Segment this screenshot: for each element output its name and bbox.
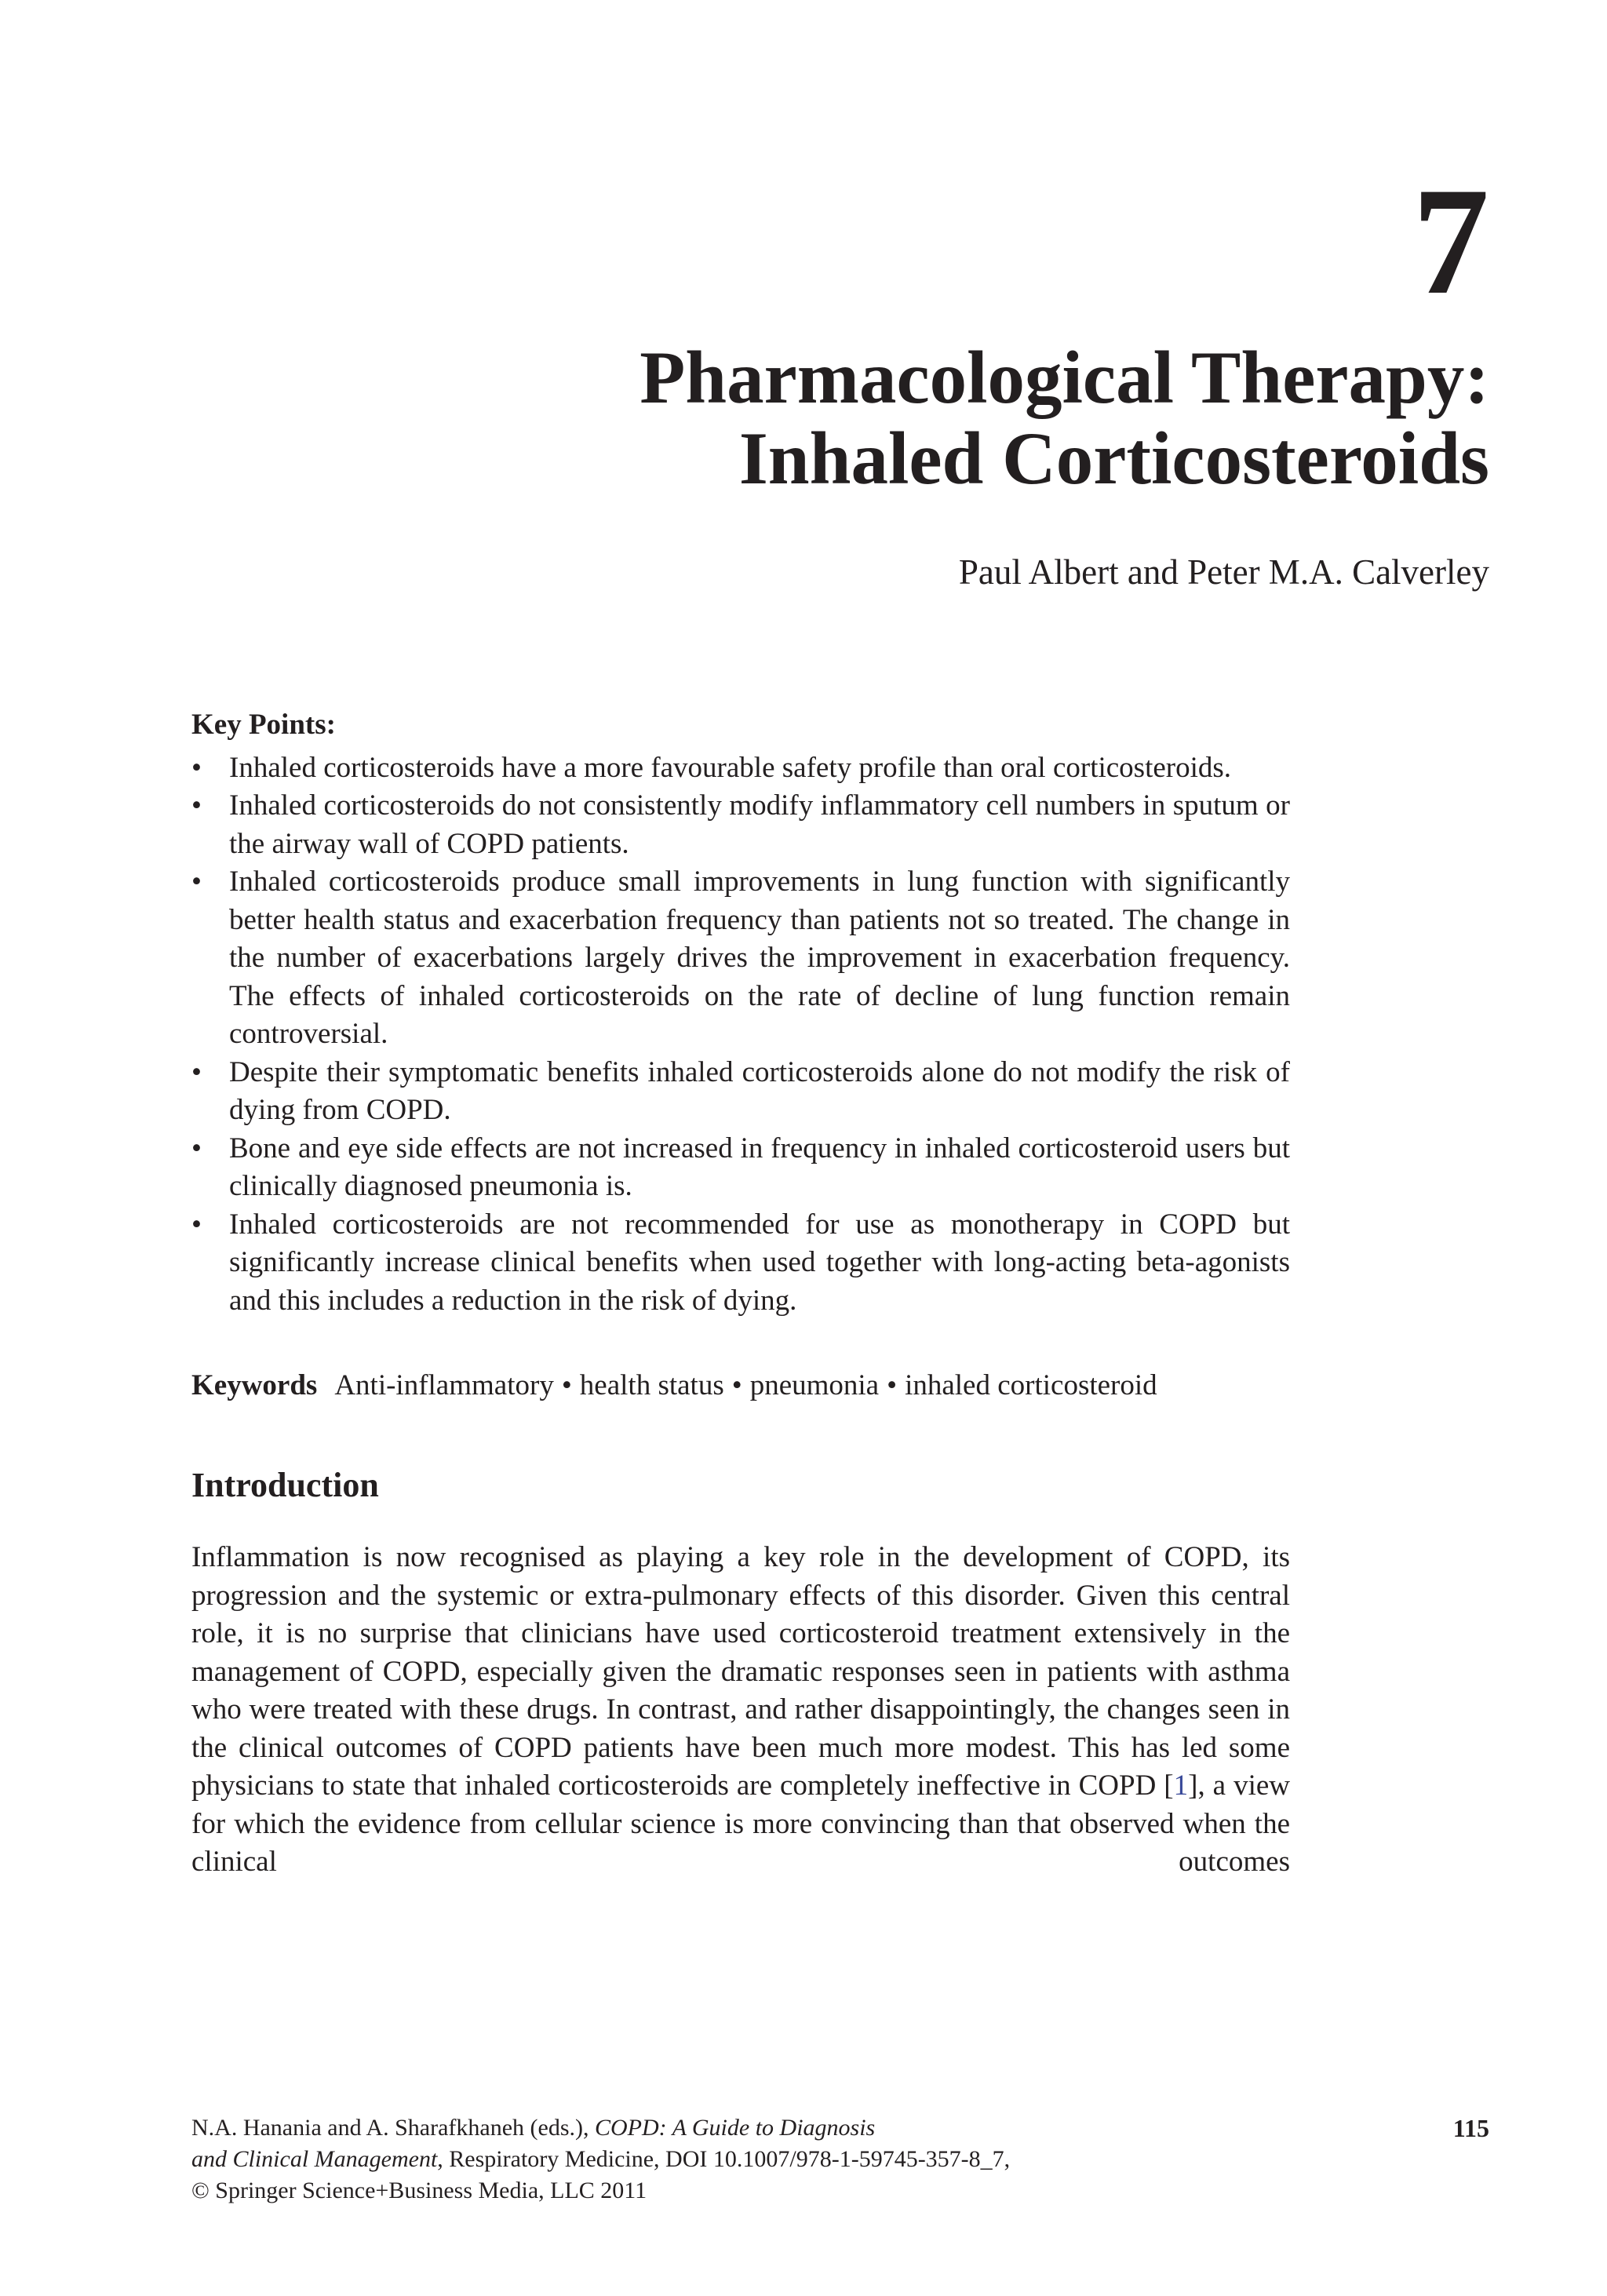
citation-link[interactable]: 1 xyxy=(1173,1769,1189,1802)
chapter-authors: Paul Albert and Peter M.A. Calverley xyxy=(958,552,1489,592)
bullet-icon: • xyxy=(191,866,202,898)
bullet-icon: • xyxy=(191,1132,202,1164)
key-point-text: Despite their symptomatic benefits inhaled corticosteroids alone do not modify the risk of dying from COPD. xyxy=(229,1055,1290,1126)
keyword: Anti-inflammatory xyxy=(334,1369,554,1401)
key-point-text: Inhaled corticosteroids have a more favourable safety profile than oral corticosteroids. xyxy=(229,751,1232,784)
introduction-heading: Introduction xyxy=(191,1465,379,1504)
introduction-paragraph xyxy=(191,1539,1290,1882)
paragraph-text: ], a view for which the evidence from cellular science is more convincing than that observed when the clinical outcomes xyxy=(191,1769,1290,1878)
keyword-separator: • xyxy=(561,1369,572,1401)
bullet-icon: • xyxy=(191,1055,202,1088)
chapter-number: 7 xyxy=(1412,156,1489,326)
key-point-text: Inhaled corticosteroids produce small improvements in lung function with significantly better health status and exacerbation frequency than patients not so treated. The change in the number of exacerbations largely drives the improvement in exacerbation frequency. The effects of inhaled corticosteroids on the rate of decline of lung function remain controversial. xyxy=(229,866,1290,1050)
key-point-item xyxy=(191,1206,1290,1321)
keyword: pneumonia xyxy=(749,1369,880,1401)
chapter-body xyxy=(191,706,1290,1882)
chapter-title-line-1: Pharmacological Therapy: xyxy=(640,336,1489,419)
footer-editors: N.A. Hanania and A. Sharafkhaneh (eds.), xyxy=(191,2115,595,2141)
key-point-item xyxy=(191,863,1290,1054)
chapter-title-line-2: Inhaled Corticosteroids xyxy=(738,416,1489,500)
key-point-item xyxy=(191,787,1290,863)
keyword: inhaled corticosteroid xyxy=(905,1369,1157,1401)
key-point-item xyxy=(191,1054,1290,1130)
footer-line-2 xyxy=(191,2144,1494,2175)
bullet-icon: • xyxy=(191,751,202,784)
bullet-icon: • xyxy=(191,1208,202,1241)
key-point-item xyxy=(191,749,1290,788)
keyword-separator: • xyxy=(887,1369,898,1401)
footer-copyright: © Springer Science+Business Media, LLC 2011 xyxy=(191,2178,647,2203)
keyword: health status xyxy=(579,1369,724,1401)
key-points-heading: Key Points: xyxy=(191,709,336,741)
key-point-text: Bone and eye side effects are not increased in frequency in inhaled corticosteroid users but clinically diagnosed pneumonia is. xyxy=(229,1132,1290,1202)
footer-series-doi: , Respiratory Medicine, DOI 10.1007/978-1-59745-357-8_7, xyxy=(437,2146,1011,2172)
key-point-text: Inhaled corticosteroids are not recommended for use as monotherapy in COPD but significantly increase clinical benefits when used together with long-acting beta-agonists and this includes a reduction in the risk of dying. xyxy=(229,1208,1290,1317)
footer-book-title: and Clinical Management xyxy=(191,2146,438,2172)
paragraph-text: Inflammation is now recognised as playing a key role in the development of COPD, its progression and the systemic or extra-pulmonary effects of this disorder. Given this central role, it is no surprise that clinicians have used corticosteroid treatment extensively in the management of COPD, especially given the dramatic responses seen in patients with asthma who were treated with these drugs. In contrast, and rather disappointingly, the changes seen in the clinical outcomes of COPD patients have been much more modest. This has led some physicians to state that inhaled corticosteroids are completely ineffective in COPD [ xyxy=(191,1541,1290,1802)
key-point-text: Inhaled corticosteroids do not consistently modify inflammatory cell numbers in sputum or the airway wall of COPD patients. xyxy=(229,789,1290,860)
keywords-label: Keywords xyxy=(191,1369,318,1401)
key-points-list xyxy=(191,749,1290,1321)
chapter-title xyxy=(312,337,1489,498)
keyword-separator: • xyxy=(731,1369,742,1401)
footer-line-1 xyxy=(191,2112,1494,2144)
key-point-item xyxy=(191,1130,1290,1206)
page-number: 115 xyxy=(1452,2114,1489,2142)
keywords-line xyxy=(191,1367,1290,1405)
footer-reference xyxy=(191,2112,1494,2207)
bullet-icon: • xyxy=(191,789,202,822)
footer-book-title: COPD: A Guide to Diagnosis xyxy=(595,2115,876,2141)
